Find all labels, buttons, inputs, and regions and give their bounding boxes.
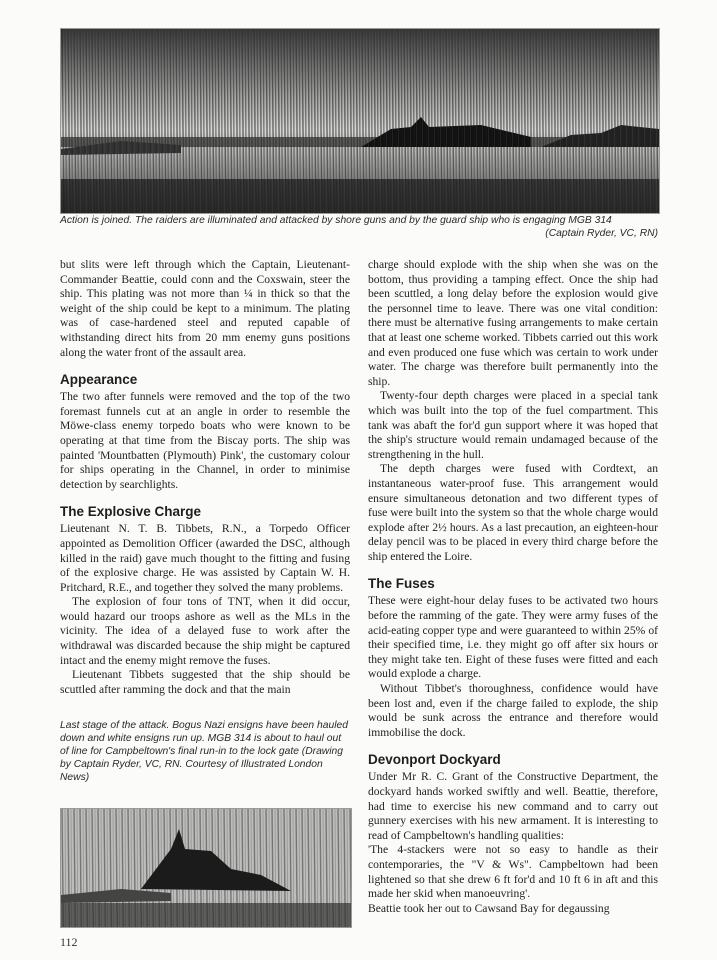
caption-top-text: Action is joined. The raiders are illuminated and attacked by shore guns and by the guard ship who is engaging MGB 314 [60, 215, 612, 226]
etching-raid-scene [61, 29, 659, 213]
paragraph: Lieutenant N. T. B. Tibbets, R.N., a Torpedo Officer appointed as Demolition Officer (awarded the DSC, although killed in the raid) gave much thought to the fitting and fusing of the explosive charge. He was assisted by Captain W. H. Pritchard, R.E., and together they solved the many problems. [60, 522, 350, 594]
paragraph: The two after funnels were removed and the top of the two foremast funnels cut at an angle in order to resemble the Möwe-class enemy torpedo boats who were known to be operating at that time from the Biscay ports. The ship was painted 'Mountbatten (Plymouth) Pink', the customary colour for ships operating in the Channel, in order to minimise detection by searchlights. [60, 390, 350, 491]
paragraph: Beattie took her out to Cawsand Bay for degaussing [368, 901, 610, 915]
caption-bottom-illustration: Last stage of the attack. Bogus Nazi ensigns have been hauled down and white ensigns run up. MGB 314 is about to haul out of line for Campbeltown's final run-in to the lock gate (Drawing by Captain Ryder, VC, RN. Courtesy of Illustrated London News) [60, 720, 348, 783]
heading-devonport-dockyard: Devonport Dockyard [368, 752, 501, 768]
paragraph: 'The 4-stackers were not so easy to handle as their contemporaries, the "V & Ws". Campbeltown had been lightened so that she drew 6 ft for'd and 10 ft 6 in aft and this made her skid when manoeuvring'. [368, 843, 658, 901]
paragraph: The explosion of four tons of TNT, when it did occur, would hazard our troops ashore as well as the MLs in the vicinity. The idea of a delayed fuse to work after the withdrawal was discarded because the ship might be captured intact and the enemy might remove the fuses. [60, 595, 350, 667]
etching-final-attack [61, 809, 351, 927]
text-column-left [60, 258, 350, 697]
paragraph: Lieutenant Tibbets suggested that the ship should be scuttled after ramming the dock and that the main [60, 668, 350, 696]
illustration-final-attack [60, 808, 352, 928]
paragraph: The depth charges were fused with Cordtext, an instantaneous water-proof fuse. This arrangement would ensure simultaneous detonation and two different types of fuse were built into the system so that the whole charge would explode after 2½ hours. As a last precaution, an eighteen-hour delay pencil was to be placed in every third charge before the ship entered the Loire. [368, 462, 658, 563]
heading-explosive-charge: The Explosive Charge [60, 504, 202, 520]
caption-top-illustration [60, 214, 658, 240]
caption-top-credit: (Captain Ryder, VC, RN) [545, 228, 658, 239]
paragraph: Twenty-four depth charges were placed in a special tank which was built into the top of the fuel compartment. This tank was abaft the for'd gun support where it was hoped that the ship's structure would remain undamaged because of the strengthening in the hull. [368, 389, 658, 461]
heading-the-fuses: The Fuses [368, 576, 435, 592]
paragraph: Under Mr R. C. Grant of the Constructive Department, the dockyard hands worked swiftly and well. Beattie, therefore, had time to exercise his new command and to carry out gunnery exercises with his new armament. It is interesting to read of Campbeltown's handling qualities: [368, 770, 658, 842]
paragraph: but slits were left through which the Captain, Lieutenant-Commander Beattie, could conn and the Coxswain, steer the ship. This plating was not more than ¼ in thick so that the weight of the ship could be kept to a minimum. The plating was of case-hardened steel and reputed capable of withstanding direct hits from 20 mm enemy guns positions along the water front of the assault area. [60, 258, 350, 359]
text-column-right [368, 258, 658, 916]
paragraph: Without Tibbet's thoroughness, confidence would have been lost and, even if the charge failed to explode, the ship would be sunk across the entrance and therefore would immobilise the dock. [368, 682, 658, 739]
illustration-raid-action [60, 28, 660, 214]
page-number: 112 [60, 935, 78, 949]
heading-appearance: Appearance [60, 372, 138, 388]
paragraph: These were eight-hour delay fuses to be activated two hours before the ramming of the gate. They were army fuses of the acid-eating copper type and were guaranteed to within 25% of their specified time, i.e. they might go off after six hours or they might take ten. Eight of these fuses were fitted and each would explode a charge. [368, 594, 658, 681]
paragraph: charge should explode with the ship when she was on the bottom, thus providing a tamping effect. Once the ship had been scuttled, a long delay before the explosion would give the personnel time to leave. There was one vital condition: there must be alternative fusing arrangements to make certain that at least one scheme worked. Tibbets carried out this work and even produced one fuse which was certain to work under water. The charge was therefore built permanently into the ship. [368, 258, 658, 388]
